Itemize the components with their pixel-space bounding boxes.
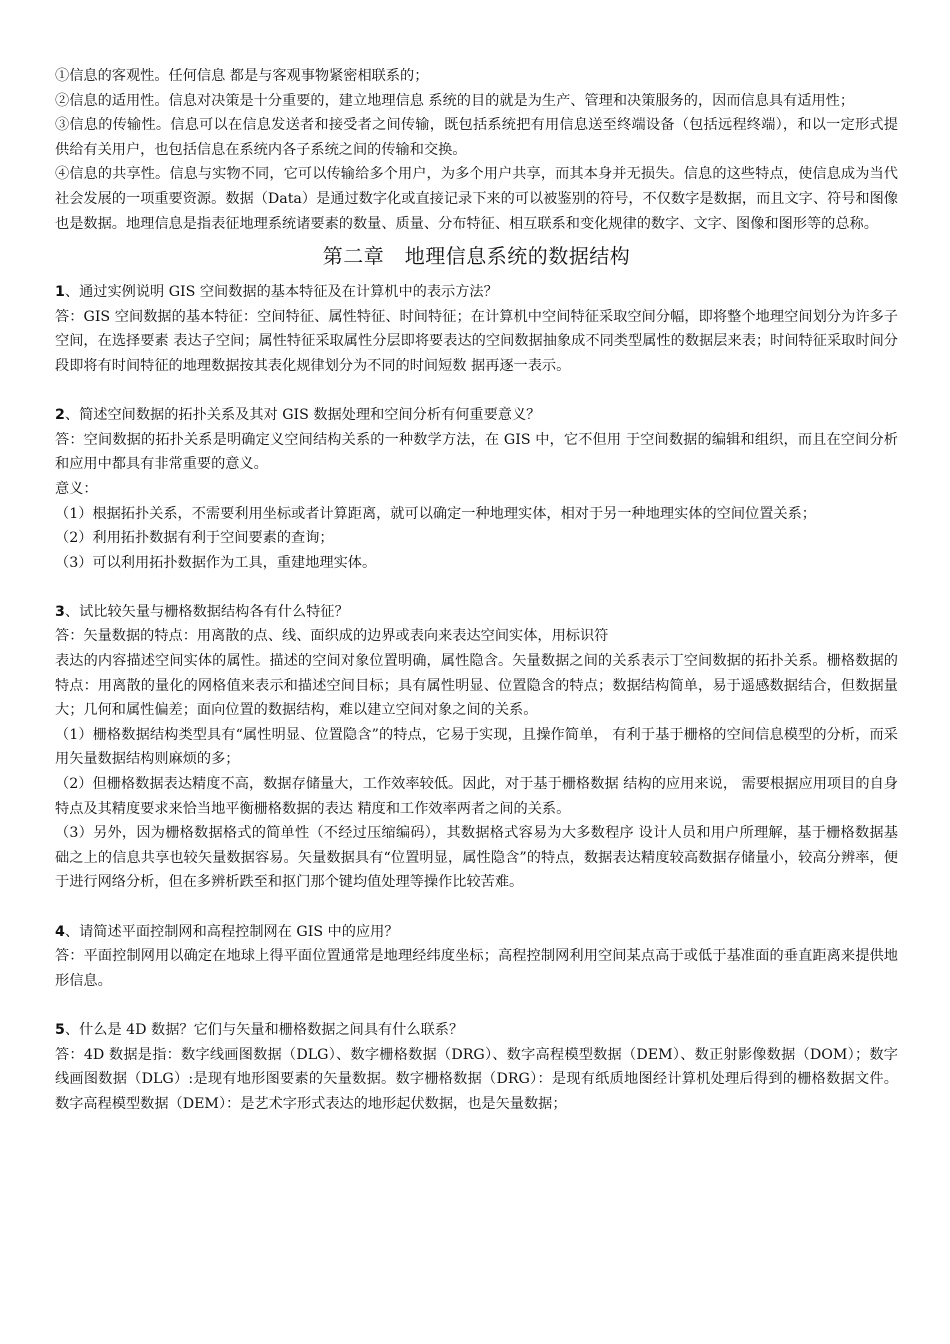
intro-paragraph-2: ②信息的适用性。信息对决策是十分重要的，建立地理信息 系统的目的就是为生产、管理和决策服务的，因而信息具有适用性； bbox=[55, 92, 855, 109]
intro-paragraph-1: ①信息的客观性。任何信息 都是与客观事物紧密相联系的； bbox=[55, 68, 429, 84]
question-3 bbox=[55, 600, 898, 625]
answer-3-point-1: （1）栅格数据结构类型具有“属性明显、位置隐含”的特点，它易于实现，且操作简单， 有利于基于栅格的空间信息模型的分析，而采用矢量数据结构则麻烦的多； bbox=[55, 726, 898, 768]
question-5 bbox=[55, 1018, 898, 1043]
intro-paragraph-4: ④信息的共享性。信息与实物不同，它可以传输给多个用户，为多个用户共享，而其本身并无损失。信息的这些特点，使信息成为当代社会发展的一项重要资源。数据（Data）是通过数字化或直接记录下来的可以被鉴别的符号，不仅数字是数据，而且文字、符号和图像也是数据。地理信息是指表征地理系统诸要素的数量、质量、分布特征、相互联系和变化规律的数字、文字、图像和图形等的总称。 bbox=[55, 166, 898, 232]
question-3-number: 3 bbox=[55, 603, 65, 620]
answer-3-point-2: （2）但栅格数据表达精度不高，数据存储量大，工作效率较低。因此，对于基于栅格数据 结构的应用来说， 需要根据应用项目的自身特点及其精度要求来恰当地平衡栅格数据的表达 精度和工作效率两者之间的关系。 bbox=[55, 776, 898, 817]
spacer bbox=[55, 895, 898, 920]
question-2 bbox=[55, 403, 898, 428]
question-2-text: 、简述空间数据的拓扑关系及其对 GIS 数据处理和空间分析有何重要意义？ bbox=[64, 407, 541, 424]
spacer bbox=[55, 575, 898, 600]
answer-3-line-1: 答：矢量数据的特点：用离散的点、线、面织成的边界或表向来表达空间实体，用标识符 bbox=[55, 628, 609, 645]
answer-3-point-3: （3）另外，因为栅格数据格式的简单性（不经过压缩编码），其数据格式容易为大多数程序 设计人员和用户所理解，基于栅格数据基础之上的信息共享也较矢量数据容易。矢量数据具有“位置明显，属性隐含”的特点，数据表达精度较高数据存储量小，较高分辨率，便于进行网络分析，但在多辨析跌至和抠门那个键均值处理等操作比较苦难。 bbox=[55, 825, 898, 891]
answer-5: 答：4D 数据是指：数字线画图数据（DLG）、数字栅格数据（DRG）、数字高程模型数据（DEM）、数正射影像数据（DOM）；数字线画图数据（DLG）:是现有地形图要素的矢量数据。数字栅格数据（DRG）：是现有纸质地图经计算机处理后得到的栅格数据文件。数字高程模型数据（DEM）：是艺术字形式表达的地形起伏数据，也是矢量数据； bbox=[55, 1046, 898, 1112]
question-4-text: 、请简述平面控制网和高程控制网在 GIS 中的应用？ bbox=[64, 923, 399, 940]
answer-2-meaning-label: 意义： bbox=[55, 480, 98, 497]
question-1-text: 、通过实例说明 GIS 空间数据的基本特征及在计算机中的表示方法？ bbox=[64, 284, 498, 301]
question-1-number: 1 bbox=[55, 284, 65, 301]
intro-paragraph-3: ③信息的传输性。信息可以在信息发送者和接受者之间传输，既包括系统把有用信息送至终端设备（包括远程终端），和以一定形式提供给有关用户，也包括信息在系统内各子系统之间的传输和交换。 bbox=[55, 117, 898, 158]
answer-2: 答：空间数据的拓扑关系是明确定义空间结构关系的一种数学方法，在 GIS 中，它不但用 于空间数据的编辑和组织，而且在空间分析和应用中都具有非常重要的意义。 bbox=[55, 431, 898, 473]
question-1 bbox=[55, 280, 898, 305]
answer-2-point-3: （3）可以利用拓扑数据作为工具，重建地理实体。 bbox=[55, 554, 377, 571]
question-4-number: 4 bbox=[55, 923, 65, 940]
question-4 bbox=[55, 920, 898, 945]
answer-3-body: 表达的内容描述空间实体的属性。描述的空间对象位置明确，属性隐含。矢量数据之间的关系表示丁空间数据的拓扑关系。栅格数据的特点：用离散的量化的网格值来表示和描述空间目标；具有属性明显、位置隐含的特点；数据结构简单，易于遥感数据结合，但数据量大；几何和属性偏差；面向位置的数据结构，难以建立空间对象之间的关系。 bbox=[55, 653, 898, 719]
answer-4: 答：平面控制网用以确定在地球上得平面位置通常是地理经纬度坐标；高程控制网利用空间某点高于或低于基准面的垂直距离来提供地形信息。 bbox=[55, 948, 898, 989]
chapter-title: 第二章 地理信息系统的数据结构 bbox=[322, 244, 631, 269]
answer-2-point-1: （1）根据拓扑关系，不需要利用坐标或者计算距离，就可以确定一种地理实体，相对于另一种地理实体的空间位置关系； bbox=[55, 505, 816, 522]
spacer bbox=[55, 993, 898, 1018]
spacer bbox=[55, 379, 898, 404]
question-3-text: 、试比较矢量与栅格数据结构各有什么特征？ bbox=[64, 603, 349, 620]
question-5-text: 、什么是 4D 数据？它们与矢量和栅格数据之间具有什么联系？ bbox=[64, 1021, 464, 1038]
question-2-number: 2 bbox=[55, 407, 65, 424]
answer-2-point-2: （2）利用拓扑数据有利于空间要素的查询； bbox=[55, 530, 334, 547]
answer-1: 答：GIS 空间数据的基本特征：空间特征、属性特征、时间特征；在计算机中空间特征采取空间分幅，即将整个地理空间划分为许多子空间，在选择要素 表达子空间；属性特征采取属性分层即将要表达的空间数据抽象成不同类型属性的数据层来表；时间特征采取时间分段即将有时间特征的地理数据按其表化规律划分为不同的时间短数 据再逐一表示。 bbox=[55, 308, 898, 374]
question-5-number: 5 bbox=[55, 1021, 65, 1038]
